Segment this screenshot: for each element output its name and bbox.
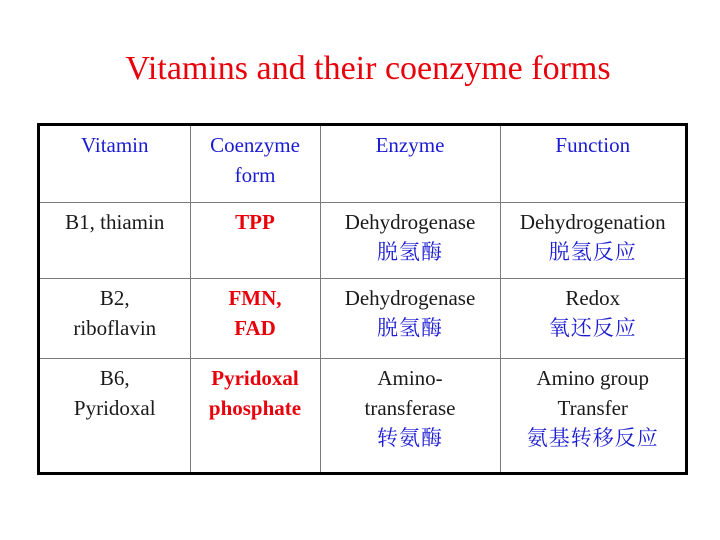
- enzyme-name-chinese: 转氨酶: [377, 425, 443, 450]
- enzyme-name-chinese: 脱氢酶: [377, 239, 443, 264]
- vitamin-table-frame: [37, 123, 688, 475]
- header-coenzyme: [190, 126, 320, 202]
- cell-enzyme: [320, 358, 500, 472]
- cell-vitamin: [40, 202, 190, 278]
- enzyme-name: Amino-: [377, 365, 443, 390]
- coenzyme-name: FMN,: [228, 285, 282, 310]
- cell-coenzyme: [190, 278, 320, 358]
- vitamin-name: B1, thiamin: [65, 209, 165, 234]
- cell-function: [500, 202, 685, 278]
- vitamin-name-2: riboflavin: [73, 315, 157, 340]
- cell-enzyme: [320, 202, 500, 278]
- function-name-chinese: 氧还反应: [548, 315, 637, 340]
- table-row: [40, 358, 685, 472]
- coenzyme-name-2: phosphate: [208, 395, 302, 420]
- function-name: Dehydrogenation: [519, 209, 666, 234]
- slide-title: Vitamins and their coenzyme forms: [125, 50, 611, 87]
- function-name: Redox: [565, 285, 621, 310]
- cell-coenzyme: [190, 202, 320, 278]
- function-name-chinese: 脱氢反应: [548, 239, 637, 264]
- function-name: Amino group: [536, 365, 650, 390]
- coenzyme-name-2: FAD: [234, 315, 276, 340]
- header-coenzyme-label-1: Coenzyme: [210, 133, 300, 157]
- cell-function: [500, 278, 685, 358]
- function-name-chinese: 氨基转移反应: [526, 425, 659, 450]
- vitamin-name-2: Pyridoxal: [73, 395, 156, 420]
- header-enzyme-label: Enzyme: [375, 133, 445, 157]
- header-vitamin: [40, 126, 190, 202]
- header-enzyme: [320, 126, 500, 202]
- vitamin-name: B6,: [99, 365, 130, 390]
- cell-vitamin: [40, 358, 190, 472]
- header-vitamin-label: Vitamin: [80, 133, 149, 157]
- vitamin-table: [40, 126, 685, 472]
- enzyme-name-chinese: 脱氢酶: [377, 315, 443, 340]
- function-name-2: Transfer: [557, 395, 628, 420]
- header-function-label: Function: [555, 133, 631, 157]
- table-row: [40, 202, 685, 278]
- header-function: [500, 126, 685, 202]
- cell-vitamin: [40, 278, 190, 358]
- header-coenzyme-label-2: form: [234, 163, 276, 187]
- cell-enzyme: [320, 278, 500, 358]
- table-header-row: [40, 126, 685, 202]
- table-row: [40, 278, 685, 358]
- enzyme-name: Dehydrogenase: [344, 285, 476, 310]
- cell-function: [500, 358, 685, 472]
- vitamin-name: B2,: [99, 285, 130, 310]
- coenzyme-name: TPP: [235, 209, 275, 234]
- coenzyme-name: Pyridoxal: [211, 365, 299, 390]
- cell-coenzyme: [190, 358, 320, 472]
- enzyme-name-2: transferase: [364, 395, 456, 420]
- enzyme-name: Dehydrogenase: [344, 209, 476, 234]
